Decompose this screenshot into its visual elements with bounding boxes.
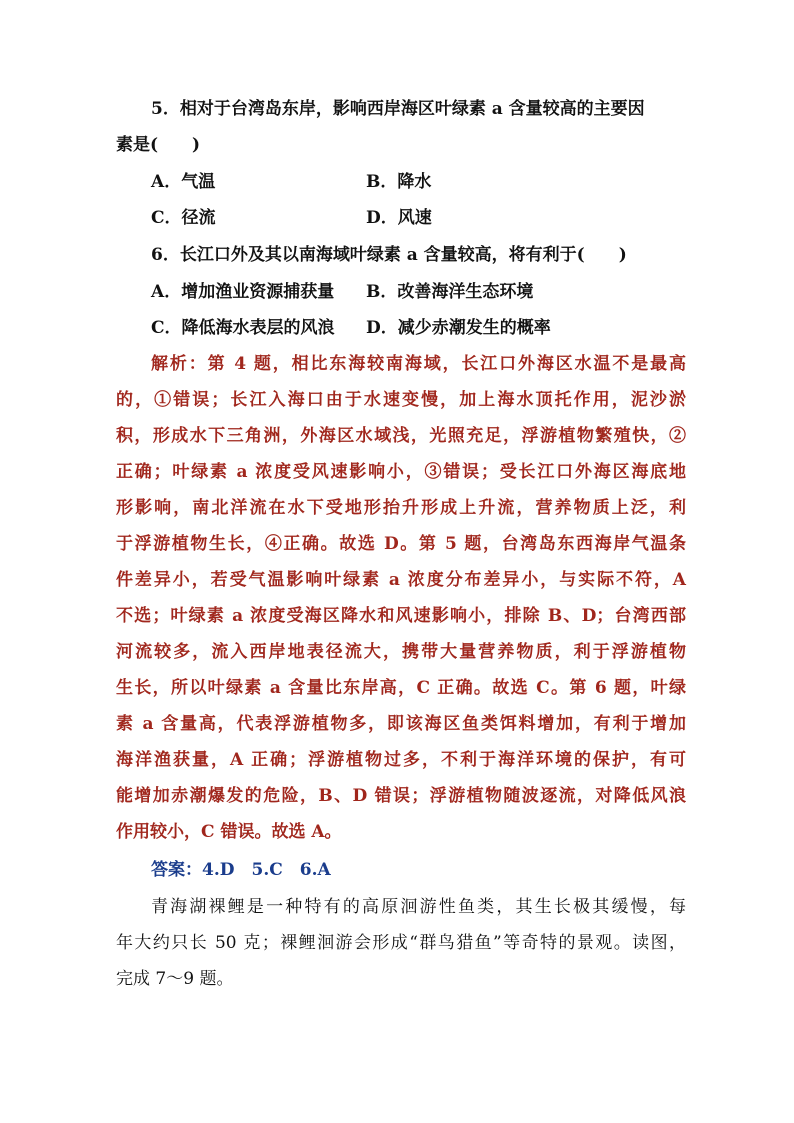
analysis-line: 素 a 含量高，代表浮游植物多，即该海区鱼类饵料增加，有利于增加 (116, 714, 686, 734)
analysis-line: 形影响，南北洋流在水下受地形抬升形成上升流，营养物质上泛，利 (116, 498, 686, 518)
analysis-line: 不选；叶绿素 a 浓度受海区降水和风速影响小，排除 B、D；台湾西部 (116, 606, 686, 626)
intro-line: 完成 7～9 题。 (116, 969, 234, 989)
q5-stem-line-2: 素是( ) (116, 135, 201, 155)
answer-label: 答案： (151, 860, 202, 880)
intro-line: 青海湖裸鲤是一种特有的高原洄游性鱼类，其生长极其缓慢，每 (151, 897, 686, 917)
q6-option-a: A．增加渔业资源捕获量 (151, 282, 335, 302)
q6-option-c: C．降低海水表层的风浪 (151, 318, 335, 338)
analysis-line: 件差异小，若受气温影响叶绿素 a 浓度分布差异小，与实际不符，A (116, 570, 686, 590)
q6-option-d: D．减少赤潮发生的概率 (366, 318, 551, 338)
analysis-line: 正确；叶绿素 a 浓度受风速影响小，③错误；受长江口外海区海底地 (116, 462, 686, 482)
analysis-line: 生长，所以叶绿素 a 含量比东岸高，C 正确。故选 C。第 6 题，叶绿 (116, 678, 686, 698)
analysis-label: 解析： (151, 354, 208, 374)
analysis-first-line (151, 353, 686, 375)
analysis-line: 积，形成水下三角洲，外海区水域浅，光照充足，浮游植物繁殖快，② (116, 426, 686, 446)
analysis-line: 能增加赤潮爆发的危险，B、D 错误；浮游植物随波逐流，对降低风浪 (116, 786, 686, 806)
q5-stem-line-1: 5．相对于台湾岛东岸，影响西岸海区叶绿素 a 含量较高的主要因 (151, 99, 645, 119)
analysis-line: 于浮游植物生长，④正确。故选 D。第 5 题，台湾岛东西海岸气温条 (116, 534, 686, 554)
analysis-line: 河流较多，流入西岸地表径流大，携带大量营养物质，利于浮游植物 (116, 642, 686, 662)
q5-option-c: C．径流 (151, 208, 216, 228)
answer-value: 4.D 5.C 6.A (202, 860, 331, 880)
q5-option-b: B．降水 (366, 172, 432, 192)
q6-option-b: B．改善海洋生态环境 (366, 282, 534, 302)
q5-option-a: A．气温 (151, 172, 216, 192)
analysis-line: 的，①错误；长江入海口由于水速变慢，加上海水顶托作用，泥沙淤 (116, 390, 686, 410)
q6-stem: 6．长江口外及其以南海域叶绿素 a 含量较高，将有利于( ) (151, 245, 627, 265)
answer-line (151, 859, 721, 881)
analysis-line: 海洋渔获量，A 正确；浮游植物过多，不利于海洋环境的保护，有可 (116, 750, 686, 770)
analysis-text: 第 4 题，相比东海较南海域，长江口外海区水温不是最高 (207, 354, 686, 374)
q5-option-d: D．风速 (366, 208, 432, 228)
analysis-line: 作用较小，C 错误。故选 A。 (116, 822, 342, 842)
intro-line: 年大约只长 50 克；裸鲤洄游会形成“群鸟猎鱼”等奇特的景观。读图， (116, 933, 686, 953)
